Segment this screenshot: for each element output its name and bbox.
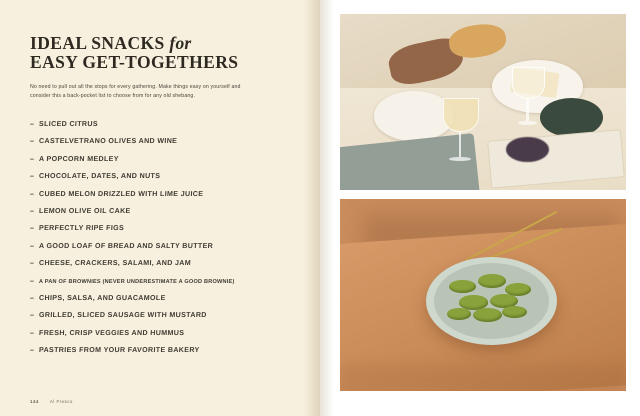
olive-shape <box>473 308 502 322</box>
olives-photo <box>340 199 626 391</box>
glass-cup <box>512 67 545 99</box>
list-bullet-dash: – <box>29 311 35 320</box>
list-bullet-dash: – <box>29 293 35 302</box>
list-bullet-dash: – <box>29 241 35 250</box>
list-item-label: PASTRIES FROM YOUR FAVORITE BAKERY <box>38 346 200 355</box>
right-page <box>320 0 640 416</box>
list-item <box>30 190 294 198</box>
list-item-label: FRESH, CRISP VEGGIES AND HUMMUS <box>38 328 185 337</box>
snack-list <box>30 120 294 354</box>
list-item-label: GRILLED, SLICED SAUSAGE WITH MUSTARD <box>38 311 207 320</box>
list-bullet-dash: – <box>29 259 35 268</box>
list-item <box>30 346 294 354</box>
page-title-line-1 <box>30 34 294 53</box>
glass-foot <box>518 121 537 125</box>
list-item-label: CUBED MELON DRIZZLED WITH LIME JUICE <box>38 189 204 198</box>
list-item-label: PERFECTLY RIPE FIGS <box>38 224 125 233</box>
page-title <box>30 34 294 72</box>
list-bullet-dash: – <box>29 206 35 215</box>
list-item <box>30 311 294 319</box>
glass-cup <box>443 98 479 132</box>
list-item <box>30 329 294 337</box>
photo-bottom-shading <box>340 364 626 391</box>
list-item <box>30 155 294 163</box>
intro-paragraph: No need to pull out all the stops for every gathering. Make things easy on yourself and consider this a back-pocket list to choose from for any old shebang. <box>30 83 241 100</box>
list-item <box>30 207 294 215</box>
bread-shape <box>447 21 508 60</box>
list-bullet-dash: – <box>29 137 35 146</box>
list-bullet-dash: – <box>29 154 35 163</box>
olive-shape <box>447 308 471 320</box>
list-item <box>30 277 294 285</box>
list-item <box>30 224 294 232</box>
folio <box>30 399 73 404</box>
list-item-label: CASTELVETRANO OLIVES AND WINE <box>38 137 178 146</box>
list-item-label: CHEESE, CRACKERS, SALAMI, AND JAM <box>38 259 192 268</box>
list-item-label: CHOCOLATE, DATES, AND NUTS <box>38 172 161 181</box>
list-bullet-dash: – <box>29 120 35 129</box>
list-item-label: SLICED CITRUS <box>38 120 99 129</box>
list-bullet-dash: – <box>29 172 35 181</box>
list-item <box>30 172 294 180</box>
list-bullet-dash: – <box>29 276 35 285</box>
list-item-label: A PAN OF BROWNIES (NEVER UNDERESTIMATE A GOOD BROWNIE) <box>38 278 235 285</box>
list-item-label: A GOOD LOAF OF BREAD AND SALTY BUTTER <box>38 241 214 250</box>
page-title-italic-word: for <box>169 33 192 53</box>
wine-glass-shape <box>512 67 543 130</box>
list-item-label: CHIPS, SALSA, AND GUACAMOLE <box>38 293 166 302</box>
cheese-board-photo <box>340 14 626 190</box>
list-item-label: LEMON OLIVE OIL CAKE <box>38 206 131 215</box>
list-item <box>30 137 294 145</box>
wine-glass-shape <box>443 98 477 168</box>
glass-foot <box>449 157 470 161</box>
list-item <box>30 120 294 128</box>
running-head: Al Fresco <box>49 399 73 404</box>
glass-stem <box>459 132 462 157</box>
list-bullet-dash: – <box>29 189 35 198</box>
page-title-line-2: EASY GET-TOGETHERS <box>30 51 239 72</box>
list-bullet-dash: – <box>29 328 35 337</box>
page-number: 144 <box>30 399 39 404</box>
olive-bowl-shape <box>426 257 558 345</box>
glass-stem <box>526 99 529 121</box>
olive-shape <box>449 280 475 293</box>
list-item <box>30 294 294 302</box>
list-bullet-dash: – <box>29 224 35 233</box>
list-item <box>30 259 294 267</box>
grapes-shape <box>506 137 549 162</box>
page-title-line-1-text: IDEAL SNACKS <box>30 33 170 53</box>
list-item <box>30 242 294 250</box>
list-bullet-dash: – <box>29 346 35 355</box>
list-item-label: A POPCORN MEDLEY <box>38 154 120 163</box>
